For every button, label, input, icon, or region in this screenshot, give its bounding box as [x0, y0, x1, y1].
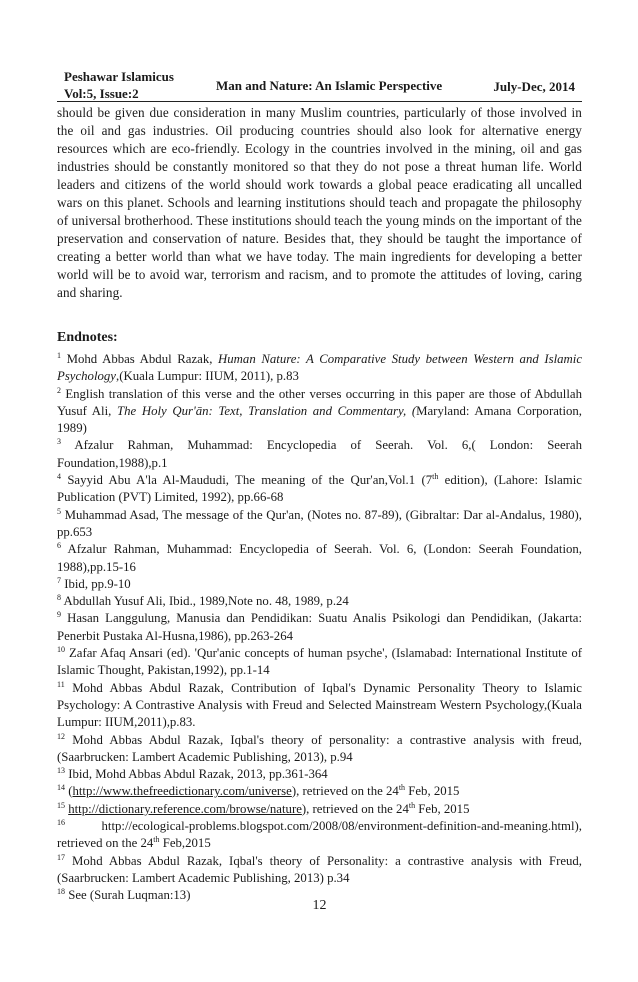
endnote-item	[57, 680, 582, 732]
endnote-number: 7	[57, 575, 61, 585]
endnote-item	[57, 472, 582, 507]
endnote-text-cont: ), retrieved on the 24	[301, 801, 409, 816]
endnote-superscript: th	[398, 783, 406, 793]
endnote-item	[57, 766, 582, 783]
endnotes-heading: Endnotes:	[57, 330, 118, 345]
document-page	[57, 0, 583, 913]
endnote-number: 15	[57, 800, 65, 810]
endnote-number: 12	[57, 731, 65, 741]
endnote-number: 11	[57, 679, 65, 689]
endnote-text: Ibid, Mohd Abbas Abdul Razak, 2013, pp.361-364	[68, 767, 328, 782]
endnote-number: 9	[57, 610, 61, 620]
endnote-number: 14	[57, 783, 65, 793]
journal-name: Peshawar Islamicus	[64, 69, 174, 84]
endnote-item	[57, 645, 582, 680]
endnote-text-end: Feb, 2015	[415, 801, 470, 816]
endnote-number: 5	[57, 506, 61, 516]
endnote-text: Hasan Langgulung, Manusia dan Pendidikan: Suatu Analis Psikologi dan Pendidikan, (Jakarta: Penerbit Pustaka Al-Husna,1986), pp.263-264	[57, 611, 582, 643]
endnote-text: Afzalur Rahman, Muhammad: Encyclopedia of Seerah. Vol. 6, (London: Seerah Foundation, 1988),pp.15-16	[57, 542, 582, 574]
endnote-title-italic: The Holy Qur'ān: Text, Translation and Commentary, (	[117, 403, 417, 418]
endnote-item	[57, 853, 582, 888]
endnote-number: 17	[57, 852, 65, 862]
page-number: 12	[312, 898, 327, 913]
endnote-text: Afzalur Rahman, Muhammad: Encyclopedia of Seerah. Vol. 6,( London: Seerah Foundation,1988),p.1	[57, 438, 583, 470]
endnote-text: Muhammad Asad, The message of the Qur'an, (Notes no. 87-89), (Gibraltar: Dar al-Andalus, 1980), pp.653	[57, 507, 583, 539]
running-header	[57, 0, 582, 104]
endnote-text-cont: Maryland: Amana Corporation, 1989)	[57, 403, 583, 436]
endnote-item	[57, 593, 582, 610]
endnote-number: 13	[57, 766, 65, 776]
article-title: Man and Nature: An Islamic Perspective	[216, 78, 443, 93]
endnote-text-cont: ), retrieved on the 24	[291, 784, 399, 799]
endnote-text: (	[68, 784, 73, 799]
endnote-text-cont: ,(Kuala Lumpur: IIUM, 2011), p.83	[116, 369, 299, 384]
header-rule	[57, 101, 582, 102]
endnote-number: 1	[57, 351, 61, 360]
journal-volume: Vol:5, Issue:2	[64, 86, 139, 101]
endnote-number: 10	[57, 645, 65, 655]
endnote-item	[57, 801, 582, 818]
endnote-link[interactable]: http://www.thefreedictionary.com/universe	[72, 784, 292, 799]
endnote-text: http://ecological-problems.blogspot.com/2008/08/environment-definition-and-meaning.html), retrieved on the 24	[57, 819, 582, 851]
endnote-superscript: th	[153, 835, 160, 845]
endnote-text-cont: edition), (Lahore: Islamic Publication (PVT) Limited, 1992), pp.66-68	[57, 473, 582, 505]
endnote-item	[57, 437, 582, 472]
endnote-text: Sayyid Abu A'la Al-Maududi, The meaning of the Qur'an,Vol.1 (7	[67, 473, 433, 488]
endnote-number: 4	[57, 472, 61, 482]
endnote-number: 6	[57, 541, 61, 551]
endnote-link[interactable]: http://dictionary.reference.com/browse/nature	[68, 801, 302, 816]
endnote-text: Zafar Afaq Ansari (ed). 'Qur'anic concepts of human psyche', (Islamabad: International Institute of Islamic Thought, Pakistan,1992), pp.1-14	[57, 646, 582, 678]
endnote-text: English translation of this verse and the other verses occurring in this paper are those of Abdullah Yusuf Ali,	[57, 386, 582, 418]
endnote-text: Abdullah Yusuf Ali, Ibid., 1989,Note no. 48, 1989, p.24	[63, 594, 349, 609]
endnote-item	[57, 507, 582, 542]
endnote-text: Mohd Abbas Abdul Razak, Iqbal's theory of personality: a contrastive analysis with freud, (Saarbrucken: Lambert Academic Publishing, 2013), p.94	[57, 732, 582, 764]
issue-date: July-Dec, 2014	[493, 79, 575, 94]
endnote-item	[57, 541, 582, 576]
endnote-item	[57, 351, 582, 386]
endnote-text-end: Feb, 2015	[405, 784, 460, 799]
endnote-superscript: th	[432, 472, 439, 482]
endnotes-list	[57, 351, 582, 905]
endnote-item	[57, 818, 582, 853]
body-paragraph: should be given due consideration in many Muslim countries, particularly of those involved in the oil and gas industries. Oil producing countries should also look for alternative energy resources which are eco-friendly. Ecology in the countries involved in the mining, oil and gas industries should be constantly monitored so that they do not pose a threat human life. World leaders and citizens of the world should work towards a global peace eradicating all uncalled wars on this planet. Schools and learning institutions should teach and propagate the philosophy of universal brotherhood. These institutions should teach the young minds on the important of the preservation and conservation of nature. Besides that, they should be taught the importance of creating a better world than what we have today. The main ingredients for developing a better world will be to avoid war, terrorism and racism, and to promote the attitudes of loving, caring and sharing.	[57, 105, 582, 300]
endnote-superscript: th	[408, 800, 416, 810]
endnote-number: 16	[57, 818, 65, 828]
endnote-item	[57, 386, 582, 438]
endnote-item	[57, 732, 582, 767]
endnote-text: See (Surah Luqman:13)	[68, 888, 191, 903]
endnote-number: 8	[57, 593, 61, 603]
endnote-text: Mohd Abbas Abdul Razak,	[66, 352, 219, 366]
endnote-number: 2	[57, 385, 61, 395]
endnote-number: 3	[57, 437, 61, 447]
journal-info	[64, 68, 174, 102]
endnote-text: Mohd Abbas Abdul Razak, Iqbal's theory of Personality: a contrastive analysis with Freud, (Saarbrucken: Lambert Academic Publishing, 2013) p.34	[57, 853, 583, 885]
endnote-text-cont: Feb,2015	[159, 836, 211, 851]
endnote-item	[57, 576, 582, 593]
endnote-item	[57, 610, 582, 645]
endnote-number: 18	[57, 887, 65, 897]
endnote-text: Ibid, pp.9-10	[64, 576, 131, 591]
endnote-title-italic: Human Nature: A Comparative Study between Western and Islamic Psychology	[57, 352, 583, 384]
endnote-text: Mohd Abbas Abdul Razak, Contribution of Iqbal's Dynamic Personality Theory to Islamic Psychology: A Contrastive Analysis with Freud and Selected Mainstream Western Psychology,(Kuala Lumpur: IIUM,2011),p.83.	[57, 680, 582, 730]
endnote-item	[57, 783, 582, 800]
